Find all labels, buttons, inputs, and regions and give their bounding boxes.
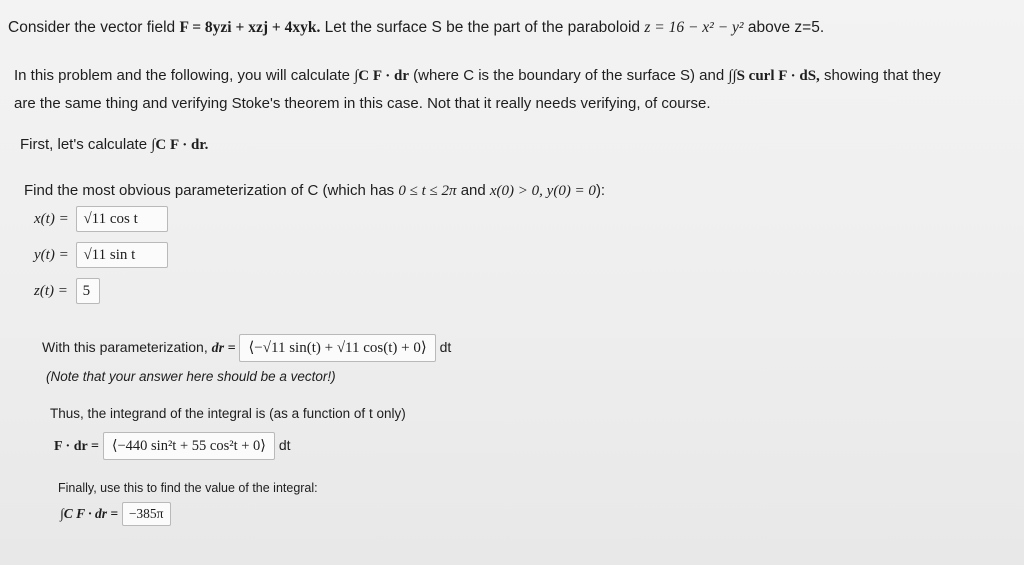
integrand-row <box>54 432 291 460</box>
dr-text: With this parameterization, <box>42 339 208 355</box>
x-answer-field[interactable]: √11 cos t <box>76 206 168 232</box>
intro-text-2c: showing that they <box>823 67 941 84</box>
paraboloid-expr: z = 16 − x² − y² <box>644 19 744 36</box>
y-label: y(t) = <box>34 247 69 263</box>
intro-line-1 <box>8 19 824 37</box>
dr-answer-field[interactable]: ⟨−√11 sin(t) + √11 cos(t) + 0⟩ <box>239 334 435 362</box>
integrand-text: Thus, the integrand of the integral is (as a function of t only) <box>50 406 406 421</box>
z-answer-field[interactable]: 5 <box>76 278 100 304</box>
integrand-label: F · dr = <box>54 439 99 454</box>
first-expr: ∫C F · dr. <box>151 137 209 153</box>
y-answer-field[interactable]: √11 sin t <box>76 242 168 268</box>
first-text: First, let's calculate <box>20 136 148 153</box>
dr-label: dr = <box>211 341 236 356</box>
intro-text-b: Let the surface S be the part of the paraboloid <box>324 19 641 36</box>
intro-text-2b: (where C is the boundary of the surface S) and <box>413 67 725 84</box>
final-row <box>60 502 171 526</box>
param-prompt-and: and <box>460 182 486 199</box>
integrand-suffix: dt <box>278 437 291 453</box>
vector-field-expr: F = 8yzi + xzj + 4xyk. <box>179 19 321 36</box>
intro-line-2 <box>14 67 941 85</box>
intro-text-c: above z=5. <box>747 19 825 36</box>
final-text: Finally, use this to find the value of the integral: <box>58 481 318 495</box>
x-row <box>34 206 168 232</box>
z-row <box>34 278 100 304</box>
intro-text-a: Consider the vector field <box>8 19 176 36</box>
y-row <box>34 242 168 268</box>
dr-suffix: dt <box>439 339 452 355</box>
intro-text-2a: In this problem and the following, you will calculate <box>14 67 351 84</box>
z-label: z(t) = <box>34 283 68 299</box>
param-condition: 0 ≤ t ≤ 2π <box>398 183 457 199</box>
final-label: ∫C F · dr = <box>60 506 119 521</box>
param-condition-2: x(0) > 0, y(0) = 0 <box>489 183 596 199</box>
intro-line-3: are the same thing and verifying Stoke's theorem in this case. Not that it really needs verifying, of course. <box>14 95 711 112</box>
param-prompt-end: ): <box>595 182 606 199</box>
line-integral-expr: ∫C F · dr <box>354 68 409 84</box>
dr-note: (Note that your answer here should be a vector!) <box>46 369 336 384</box>
final-answer-field[interactable]: −385π <box>122 502 171 526</box>
integrand-answer-field[interactable]: ⟨−440 sin²t + 55 cos²t + 0⟩ <box>103 432 275 460</box>
param-prompt-text: Find the most obvious parameterization of C (which has <box>24 182 395 199</box>
dr-row <box>42 334 451 362</box>
surface-integral-expr: ∫∫S curl F · dS, <box>728 68 820 84</box>
x-label: x(t) = <box>34 211 69 227</box>
first-line <box>20 136 208 154</box>
param-prompt <box>24 182 605 200</box>
